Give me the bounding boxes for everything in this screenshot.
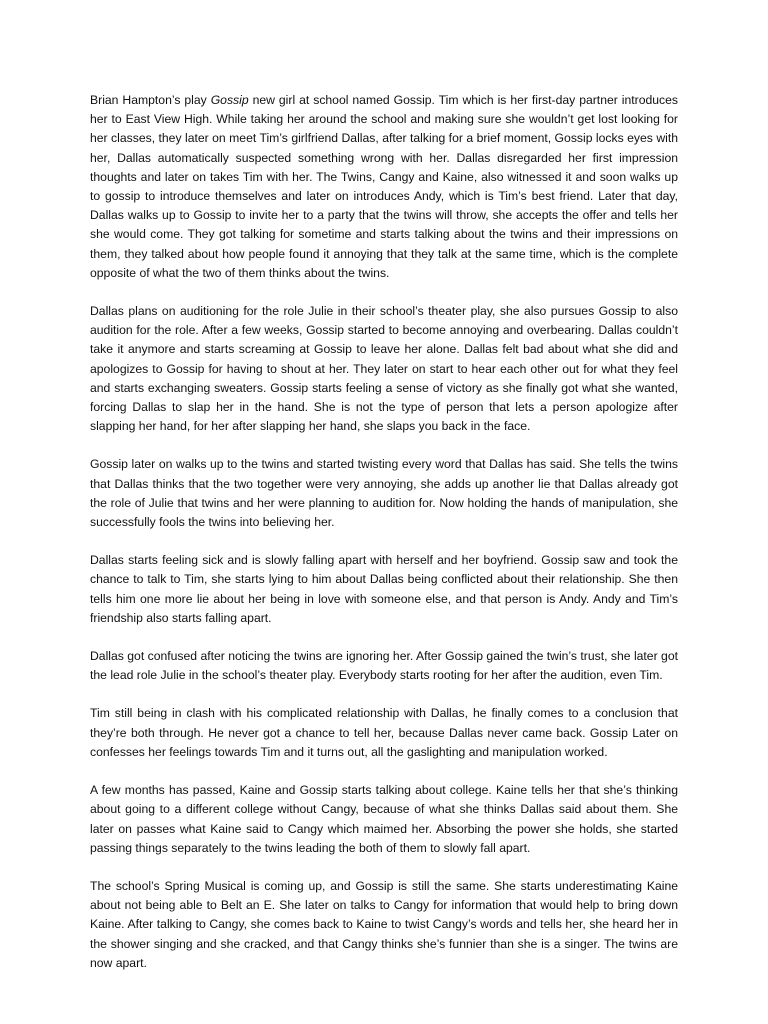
- paragraph-6: Tim still being in clash with his complicated relationship with Dallas, he finally comes to a conclusion that they’re both through. He never got a chance to tell her, because Dallas never came back. Gossip Later on confesses her feelings towards Tim and it turns out, all the gaslighting and manipulation worked.: [90, 706, 678, 759]
- paragraph-3: Gossip later on walks up to the twins and started twisting every word that Dallas has said. She tells the twins that Dallas thinks that the two together were very annoying, she adds up another lie that Dallas already got the role of Julie that twins and her were planning to audition for. Now holding the hands of manipulation, she successfully fools the twins into believing her.: [90, 457, 678, 530]
- play-title: Gossip: [210, 93, 249, 107]
- paragraph-2: Dallas plans on auditioning for the role Julie in their school’s theater play, she also pursues Gossip to also audition for the role. After a few weeks, Gossip started to become annoying and overbearing. Dallas couldn’t take it anymore and starts screaming at Gossip to leave her alone. Dallas felt bad about what she did and apologizes to Gossip for having to shout at her. They later on start to hear each other out for what they feel and starts exchanging sweaters. Gossip starts feeling a sense of victory as she finally got what she wanted, forcing Dallas to slap her in the hand. She is not the type of person that lets a person apologize after slapping her hand, for her after slapping her hand, she slaps you back in the face.: [90, 304, 678, 434]
- paragraph-4: Dallas starts feeling sick and is slowly falling apart with herself and her boyfriend. Gossip saw and took the chance to talk to Tim, she starts lying to him about Dallas being conflicted about their relationship. She then tells him one more lie about her being in love with someone else, and that person is Andy. Andy and Tim’s friendship also starts falling apart.: [90, 553, 678, 625]
- paragraph-8: The school’s Spring Musical is coming up, and Gossip is still the same. She starts underestimating Kaine about not being able to Belt an E. She later on talks to Cangy for information that would help to bring down Kaine. After talking to Cangy, she comes back to Kaine to twist Cangy’s words and tells her, she heard her in the shower singing and she cracked, and that Cangy thinks she’s funnier than she is a singer. The twins are now apart.: [90, 878, 678, 970]
- paragraph-7: A few months has passed, Kaine and Gossip starts talking about college. Kaine tells her that she’s thinking about going to a different college without Cangy, because of what she thinks Dallas said about them. She later on passes what Kaine said to Cangy which maimed her. Absorbing the power she holds, she started passing things separately to the twins leading the both of them to slowly fall apart.: [90, 783, 678, 855]
- paragraph-1-lead: Brian Hampton’s play: [90, 93, 211, 107]
- paragraph-1-rest: new girl at school named Gossip. Tim which is her first-day partner introduces her to East View High. While taking her around the school and making sure she wouldn’t get lost looking for her classes, they later on meet Tim’s girlfriend Dallas, after talking for a brief moment, Gossip locks eyes with her, Dallas automatically suspected something wrong with her. Dallas disregarded her first impression thoughts and later on takes Tim with her. The Twins, Cangy and Kaine, also witnessed it and soon walks up to gossip to introduce themselves and later on introduces Andy, which is Tim’s best friend. Later that day, Dallas walks up to Gossip to invite her to a party that the twins will throw, she accepts the offer and tells her she would come. They got talking for sometime and starts talking about the twins and their impressions on them, they talked about how people found it annoying that they talk at the same time, which is the complete opposite of what the two of them thinks about the twins.: [90, 93, 678, 280]
- document-page: [90, 91, 678, 992]
- paragraph-5: Dallas got confused after noticing the twins are ignoring her. After Gossip gained the twin’s trust, she later got the lead role Julie in the school’s theater play. Everybody starts rooting for her after the audition, even Tim.: [90, 649, 678, 683]
- paragraph-1: [90, 91, 678, 283]
